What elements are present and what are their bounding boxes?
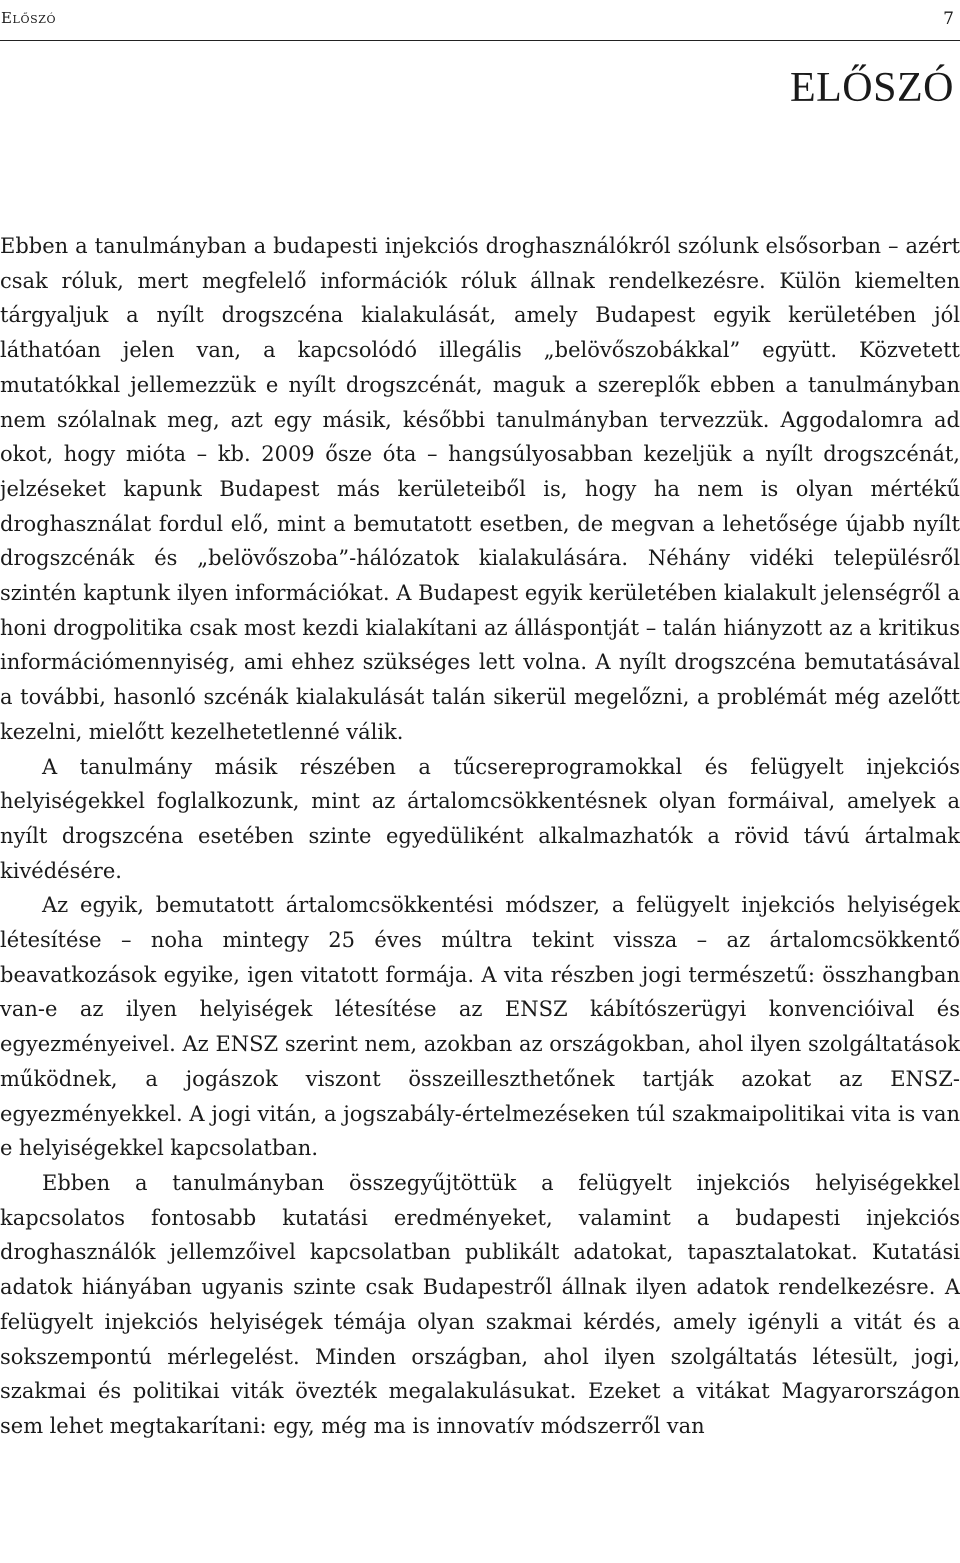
paragraph-3: Az egyik, bemutatott ártalomcsökkentési módszer, a felügyelt injekciós helyiségek létesítése – noha mintegy 25 éves múltra tekint vissza – az ártalomcsökkentő beavatkozások egyike, igen vitatott formája. A vita részben jogi természetű: összhangban van-e az ilyen helyiségek létesítése az ENSZ kábítószerügyi konvencióival és egyezményeivel. Az ENSZ szerint nem, azokban az országokban, ahol ilyen szolgáltatások működnek, a jogászok viszont összeilleszthetőnek tartják azokat az ENSZ-egyezményekkel. A jogi vitán, a jogszabály-értelmezéseken túl szakmaipolitikai vita is van e helyiségekkel kapcsolatban. <box>0 893 960 1161</box>
chapter-title: ELŐSZÓ <box>790 65 954 111</box>
page-number: 7 <box>943 9 954 29</box>
body-text <box>0 229 960 1444</box>
paragraph-1: Ebben a tanulmányban a budapesti injekciós droghasználókról szólunk elsősorban – azért csak róluk, mert megfelelő információk róluk állnak rendelkezésre. Külön kiemelten tárgyaljuk a nyílt drogszcéna kialakulását, amely Budapest egyik kerületében jól láthatóan jelen van, a kapcsolódó illegális „belövőszobákkal” együtt. Közvetett mutatókkal jellemezzük e nyílt drogszcénát, maguk a szereplők ebben a tanulmányban nem szólalnak meg, azt egy másik, későbbi tanulmányban tervezzük. Aggodalomra ad okot, hogy mióta – kb. 2009 ősze óta – hangsúlyosabban kezeljük a nyílt drogszcénát, jelzéseket kapunk Budapest más kerületeiből is, hogy ha nem is olyan mértékű droghasználat fordul elő, mint a bemutatott esetben, de megvan a lehetősége újabb nyílt drogszcénák és „belövőszoba”-hálózatok kialakulására. Néhány vidéki településről szintén kaptunk ilyen információkat. A Budapest egyik kerületében kialakult jelenségről a honi drogpolitika csak most kezdi kialakítani az álláspontját – talán hiányzott az a kritikus információmennyiség, ami ehhez szükséges lett volna. A nyílt drogszcéna bemutatásával a további, hasonló szcénák kialakulását talán sikerül megelőzni, a problémát még azelőtt kezelni, mielőtt kezelhetetlenné válik. <box>0 234 960 744</box>
running-header <box>0 0 960 41</box>
paragraph-4: Ebben a tanulmányban összegyűjtöttük a felügyelt injekciós helyiségekkel kapcsolatos fontosabb kutatási eredményeket, valamint a budapesti injekciós droghasználók jellemzőivel kapcsolatban publikált adatokat, tapasztalatokat. Kutatási adatok hiányában ugyanis szinte csak Budapestről állnak ilyen adatok rendelkezésre. A felügyelt injekciós helyiségek témája olyan szakmai kérdés, amely igényli a vitát és a sokszempontú mérlegelést. Minden országban, ahol ilyen szolgáltatás létesült, jogi, szakmai és politikai viták övezték megalakulásukat. Ezeket a vitákat Magyarországon sem lehet megtakarítani: egy, még ma is innovatív módszerről van <box>0 1170 960 1438</box>
paragraph-2: A tanulmány másik részében a tűcsereprogramokkal és felügyelt injekciós helyiségekkel foglalkozunk, mint az ártalomcsökkentésnek olyan formáival, amelyek a nyílt drogszcéna esetében szinte egyedüliként alkalmazhatók a rövid távú ártalmak kivédésére. <box>0 754 960 883</box>
running-title: Előszó <box>1 9 57 27</box>
